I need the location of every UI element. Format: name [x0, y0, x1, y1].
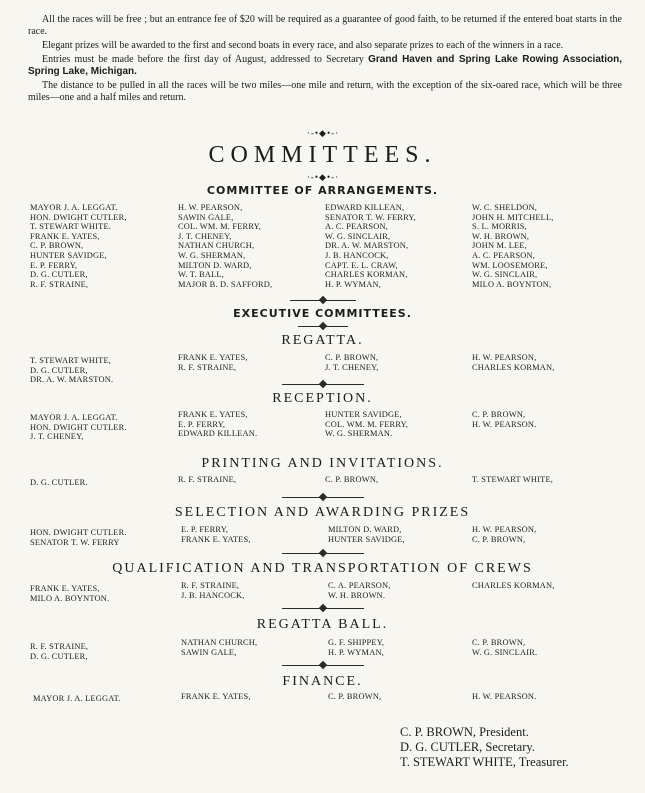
member-name: C. P. BROWN, — [325, 353, 379, 362]
prizes-col-3 — [328, 525, 405, 544]
reception-col-3 — [325, 410, 408, 439]
finance-col-2 — [181, 692, 251, 702]
printing-col-2 — [178, 475, 236, 485]
ornament-top: ·-•◆•-· — [306, 128, 340, 138]
intro-paragraph-3: Entries must be made before the first day of August, addressed to Secretary Grand Haven and Spring Lake Rowing Association, Spring Lake, Michigan. — [28, 54, 622, 77]
regatta-col-3 — [325, 353, 379, 372]
section-heading-ball: REGATTA BALL. — [256, 617, 389, 632]
member-name: D. G. CUTLER, — [30, 365, 88, 375]
member-name: COL. WM. M. FERRY, — [325, 419, 409, 429]
member-name: J. B. HANCOCK, — [181, 590, 245, 600]
member-name: W. T. BALL, — [178, 270, 225, 280]
member-name: CHARLES KORMAN, — [472, 362, 555, 372]
member-name: C. P. BROWN, — [472, 410, 526, 419]
member-name: EDWARD KILLEAN, — [325, 203, 405, 212]
intro-paragraph-4: The distance to be pulled in all the races will be two miles—one mile and return, with the exception of the six-oared race, which will be three miles—one and a half miles and return. — [28, 80, 622, 103]
member-name: W. G. SINCLAIR, — [472, 270, 538, 280]
member-name: HON. DWIGHT CUTLER, — [30, 212, 127, 222]
crews-col-1 — [30, 584, 109, 603]
member-name: DR. A. W. MARSTON. — [30, 375, 114, 385]
member-name: T. STEWART WHITE, — [30, 356, 112, 365]
divider-diamond — [319, 380, 327, 388]
association-address: Grand Haven and Spring Lake Rowing Association, Spring Lake, Michigan. — [28, 54, 622, 77]
member-name: D. G. CUTLER, — [30, 651, 88, 661]
member-name: J. T. CHENEY, — [30, 432, 84, 442]
member-name: W. G. SINCLAIR. — [472, 647, 538, 657]
member-name: J. B. HANCOCK, — [325, 250, 389, 260]
regatta-col-2 — [178, 353, 248, 372]
member-name: COL. WM. M. FERRY, — [178, 222, 262, 232]
divider-diamond — [319, 493, 327, 501]
member-name: H. P. WYMAN, — [328, 647, 384, 657]
member-name: J. T. CHENEY, — [325, 362, 379, 372]
member-name: H. W. PEARSON, — [472, 353, 537, 362]
member-name: W. G. SHERMAN. — [325, 429, 393, 439]
member-name: WM. LOOSEMORE, — [472, 260, 548, 270]
member-name: C. P. BROWN, — [472, 638, 526, 647]
member-name: CHARLES KORMAN, — [472, 581, 555, 590]
arrangements-col-3 — [325, 203, 416, 289]
member-name: FRANK E. YATES, — [181, 692, 251, 701]
member-name: MILTON D. WARD, — [328, 525, 402, 534]
member-name: W. G. SINCLAIR, — [325, 231, 391, 241]
section-heading-finance: FINANCE. — [282, 674, 363, 689]
member-name: CAPT. E. L. CRAW, — [325, 260, 398, 270]
member-name: FRANK E. YATES, — [181, 534, 251, 544]
member-name: A. C. PEARSON, — [325, 222, 389, 232]
member-name: C. P. BROWN, — [325, 475, 379, 484]
prizes-col-4 — [472, 525, 536, 544]
section-heading-crews: QUALIFICATION AND TRANSPORTATION OF CREWS — [112, 561, 533, 576]
intro-paragraph-1: All the races will be free ; but an entrance fee of $20 will be required as a guarantee of good faith, to be returned if the entered boat starts in the race. — [28, 14, 622, 37]
member-name: HUNTER SAVIDGE, — [325, 410, 402, 419]
member-name: SENATOR T. W. FERRY, — [325, 212, 416, 222]
intro-paragraph-2: Elegant prizes will be awarded to the first and second boats in every race, and also separate prizes to each of the winners in a race. — [42, 40, 564, 51]
member-name: R. F. STRAINE, — [178, 362, 237, 372]
finance-col-3 — [328, 692, 381, 702]
member-name: C. P. BROWN, — [30, 241, 84, 251]
member-name: MAYOR J. A. LEGGAT. — [33, 694, 121, 703]
member-name: SAWIN GALE, — [181, 647, 237, 657]
section-heading-regatta: REGATTA. — [281, 333, 364, 348]
member-name: R. F. STRAINE, — [30, 279, 89, 289]
ball-col-1 — [30, 642, 88, 661]
member-name: DR. A. W. MARSTON, — [325, 241, 409, 251]
member-name: NATHAN CHURCH, — [181, 638, 258, 647]
member-name: S. L. MORRIS, — [472, 222, 527, 232]
member-name: MAYOR J. A. LEGGAT. — [30, 203, 118, 212]
member-name: E. P. FERRY, — [30, 260, 78, 270]
member-name: R. F. STRAINE, — [178, 475, 237, 484]
member-name: MAJOR B. D. SAFFORD, — [178, 279, 273, 289]
divider-diamond — [319, 661, 327, 669]
officer-signatures — [400, 725, 569, 770]
member-name: MILO A. BOYNTON, — [472, 279, 552, 289]
signature-treasurer: T. STEWART WHITE, Treasurer. — [400, 755, 569, 769]
ornament-title: ·-•◆•-· — [306, 172, 340, 182]
member-name: W. C. SHELDON, — [472, 203, 538, 212]
prizes-col-1 — [30, 528, 127, 547]
signature-secretary: D. G. CUTLER, Secretary. — [400, 740, 535, 754]
member-name: MAYOR J. A. LEGGAT. — [30, 413, 118, 422]
member-name: CHARLES KORMAN, — [325, 270, 408, 280]
divider-diamond — [319, 296, 327, 304]
finance-col-4 — [472, 692, 536, 702]
member-name: H. W. PEARSON. — [472, 692, 537, 701]
reception-col-1 — [30, 413, 127, 442]
member-name: R. F. STRAINE, — [30, 642, 89, 651]
member-name: JOHN H. MITCHELL, — [472, 212, 554, 222]
member-name: EDWARD KILLEAN. — [178, 429, 258, 439]
prizes-col-2 — [181, 525, 251, 544]
member-name: NATHAN CHURCH, — [178, 241, 255, 251]
member-name: D. G. CUTLER. — [30, 478, 88, 487]
section-heading-printing: PRINTING AND INVITATIONS. — [201, 456, 444, 471]
printing-col-4 — [472, 475, 553, 485]
member-name: G. F. SHIPPEY, — [328, 638, 385, 647]
member-name: H. W. PEARSON. — [472, 419, 537, 429]
divider-diamond — [319, 322, 327, 330]
member-name: W. H. BROWN. — [328, 590, 386, 600]
crews-col-4 — [472, 581, 555, 591]
printing-col-3 — [325, 475, 378, 485]
crews-col-3 — [328, 581, 391, 600]
divider-diamond — [319, 604, 327, 612]
member-name: HUNTER SAVIDGE, — [30, 250, 107, 260]
reception-col-4 — [472, 410, 536, 429]
member-name: T. STEWART WHITE. — [30, 222, 112, 232]
member-name: H. W. PEARSON, — [178, 203, 243, 212]
regatta-col-4 — [472, 353, 555, 372]
member-name: FRANK E. YATES, — [178, 353, 248, 362]
member-name: SENATOR T. W. FERRY — [30, 537, 120, 547]
member-name: T. STEWART WHITE, — [472, 475, 554, 484]
crews-col-2 — [181, 581, 245, 600]
ball-col-4 — [472, 638, 537, 657]
member-name: J. T. CHENEY, — [178, 231, 232, 241]
section-heading-prizes: SELECTION AND AWARDING PRIZES — [174, 505, 471, 520]
divider-diamond — [319, 549, 327, 557]
section-heading-reception: RECEPTION. — [272, 391, 373, 406]
member-name: JOHN M. LEE, — [472, 241, 527, 251]
member-name: C. P. BROWN, — [472, 534, 526, 544]
regatta-col-1 — [30, 356, 113, 385]
arrangements-col-4 — [472, 203, 554, 289]
page-title: COMMITTEES. — [208, 142, 437, 168]
member-name: FRANK E. YATES, — [30, 584, 100, 593]
printing-col-1 — [30, 478, 88, 488]
member-name: A. C. PEARSON, — [472, 250, 536, 260]
signature-president: C. P. BROWN, President. — [400, 725, 529, 739]
member-name: C. P. BROWN, — [328, 692, 382, 701]
member-name: D. G. CUTLER, — [30, 270, 88, 280]
member-name: FRANK E. YATES, — [178, 410, 248, 419]
member-name: HUNTER SAVIDGE, — [328, 534, 405, 544]
member-name: W. H. BROWN, — [472, 231, 530, 241]
arrangements-col-2 — [178, 203, 272, 289]
member-name: E. P. FERRY, — [178, 419, 226, 429]
executive-heading: EXECUTIVE COMMITTEES. — [233, 307, 412, 320]
ball-col-3 — [328, 638, 384, 657]
member-name: FRANK E. YATES, — [30, 231, 100, 241]
member-name: MILO A. BOYNTON. — [30, 593, 110, 603]
member-name: SAWIN GALE, — [178, 212, 234, 222]
member-name: H. P. WYMAN, — [325, 279, 381, 289]
member-name: MILTON D. WARD, — [178, 260, 252, 270]
member-name: H. W. PEARSON, — [472, 525, 537, 534]
finance-col-1 — [33, 694, 121, 704]
member-name: R. F. STRAINE, — [181, 581, 240, 590]
member-name: HON. DWIGHT CUTLER. — [30, 528, 127, 537]
member-name: C. A. PEARSON, — [328, 581, 391, 590]
intro-text — [28, 14, 622, 106]
member-name: W. G. SHERMAN, — [178, 250, 246, 260]
reception-col-2 — [178, 410, 257, 439]
member-name: HON. DWIGHT CUTLER. — [30, 422, 127, 432]
arrangements-col-1 — [30, 203, 127, 289]
member-name: E. P. FERRY, — [181, 525, 229, 534]
ball-col-2 — [181, 638, 257, 657]
arrangements-heading: COMMITTEE OF ARRANGEMENTS. — [206, 184, 439, 197]
